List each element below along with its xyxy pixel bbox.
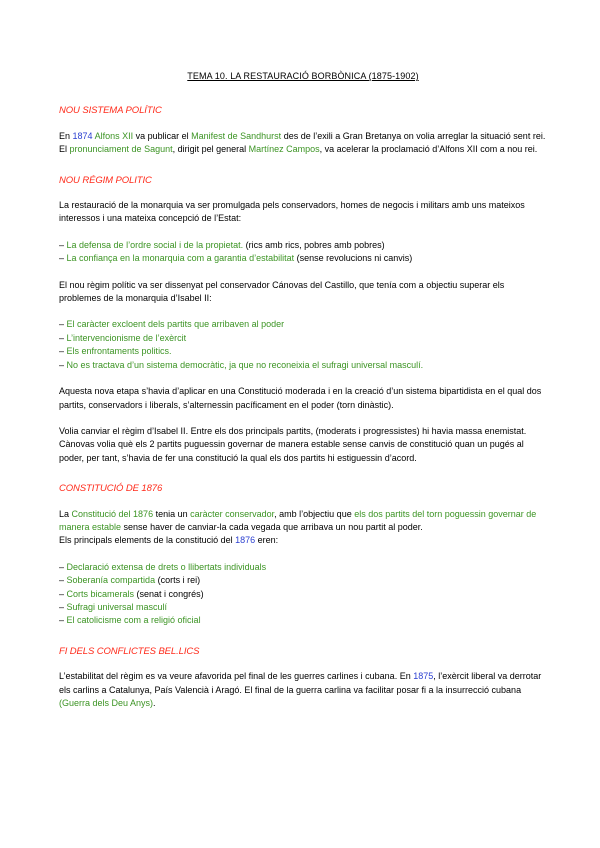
paragraph-canovas: El nou règim polític va ser dissenyat pel conservador Cánovas del Castillo, que tenía com a objectiu superar els problemes de la monarquia d’Isabel II: [59, 279, 505, 304]
paragraph-constitucio: La Constitució del 1876 tenia un caràcter conservador, amb l’objectiu que els dos partits del torn poguessin governar de manera estable sense haver de canviar-la cada vegada que arribava un nou partit al poder. [59, 508, 537, 532]
heading-nou-regim-politic: NOU RÉGIM POLITIC [59, 174, 152, 186]
highlight-term: (Guerra dels Deu Anys) [59, 698, 154, 708]
document-body [59, 70, 547, 710]
list-elements-constitucio [59, 561, 547, 628]
paragraph-regim-isabel: Volia canviar el règim d’Isabel II. Entre els dos principals partits, (moderats i progressistes) hi havia massa enemistat. Cànovas volia què els 2 partits puguessin governar de manera estable sense canvis de constitució quan un pugés al poder, per tant, s’havia de fer una constitució la qual els dos partits hi estiguessin d’acord. [59, 425, 527, 463]
highlight-term: Constitució del 1876 [71, 508, 154, 519]
highlight-term: caràcter conservador [190, 508, 275, 519]
heading-fi-conflictes: FI DELS CONFLICTES BEL.LICS [59, 645, 200, 657]
paragraph-restauracio: La restauració de la monarquia va ser promulgada pels conservadors, homes de negocis i militars amb uns mateixos interessos i una mateixa concepció de l’Estat: [59, 200, 525, 224]
list-item: – Els enfrontaments politics. [59, 346, 172, 357]
highlight-year: 1876 [235, 535, 256, 546]
highlight-term: Alfons XII [94, 130, 134, 141]
list-item: – La defensa de l’ordre social i de la propietat. (rics amb rics, pobres amb pobres) [59, 239, 385, 250]
highlight-term: pronunciament de Sagunt [69, 144, 173, 155]
paragraph-estabilitat: L’estabilitat del règim es va veure afavorida pel final de les guerres carlines i cubana. En 1875, l’exèrcit liberal va derrotar els carlins a Catalunya, País Valencià i Aragó. El final de la guerra carlina va facilitar posar fi a la insurrecció cubana (Guerra dels Deu Anys). [59, 671, 542, 708]
list-item: – No es tractava d’un sistema democràtic, ja que no reconeixia el sufragi universal masculí. [59, 359, 424, 370]
highlight-term: Martínez Campos [248, 144, 320, 155]
list-item: – El catolicisme com a religió oficial [59, 615, 201, 626]
list-item: – Sufragi universal masculí [59, 601, 168, 612]
document-title: TEMA 10. LA RESTAURACIÓ BORBÒNICA (1875-1902) [187, 71, 419, 81]
list-item: – L’intervencionisme de l’exèrcit [59, 332, 187, 343]
paragraph-alfons-xii: En 1874 Alfons XII va publicar el Manifest de Sandhurst des de l’exili a Gran Bretanya on volia arreglar la situació sent rei. El pronunciament de Sagunt, dirigit pel general Martínez Campos, va acelerar la proclamació d’Alfons XII com a nou rei. [59, 130, 546, 155]
paragraph-torn-dinastic: Aquesta nova etapa s’havia d’aplicar en una Constitució moderada i en la creació d’un sistema bipartidista en el qual dos partits, conservadors i liberals, s’alternessin pacíficament en el poder (torn dinàstic). [59, 386, 542, 410]
list-item: – El caràcter excloent dels partits que arribaven al poder [59, 319, 285, 330]
highlight-year: 1874 [72, 130, 93, 141]
highlight-year: 1875 [413, 671, 434, 682]
paragraph-elements: Els principals elements de la constitució del 1876 eren: [59, 535, 279, 546]
list-item: – Declaració extensa de drets o llibertats individuals [59, 561, 267, 572]
list-interessos [59, 239, 547, 266]
heading-nou-sistema-politic: NOU SISTEMA POLÍTIC [59, 105, 162, 117]
highlight-term: Manifest de Sandhurst [191, 130, 282, 141]
heading-constitucio-1876: CONSTITUCIÓ DE 1876 [59, 483, 163, 495]
list-item: – Soberanía compartida (corts i rei) [59, 575, 201, 586]
list-item: – La confiança en la monarquia com a garantia d’estabilitat (sense revolucions ni canvis) [59, 253, 413, 264]
highlight-term: els dos partits del torn poguessin governar de manera estable [59, 508, 537, 532]
list-problemes [59, 318, 547, 372]
list-item: – Corts bicamerals (senat i congrés) [59, 588, 204, 599]
